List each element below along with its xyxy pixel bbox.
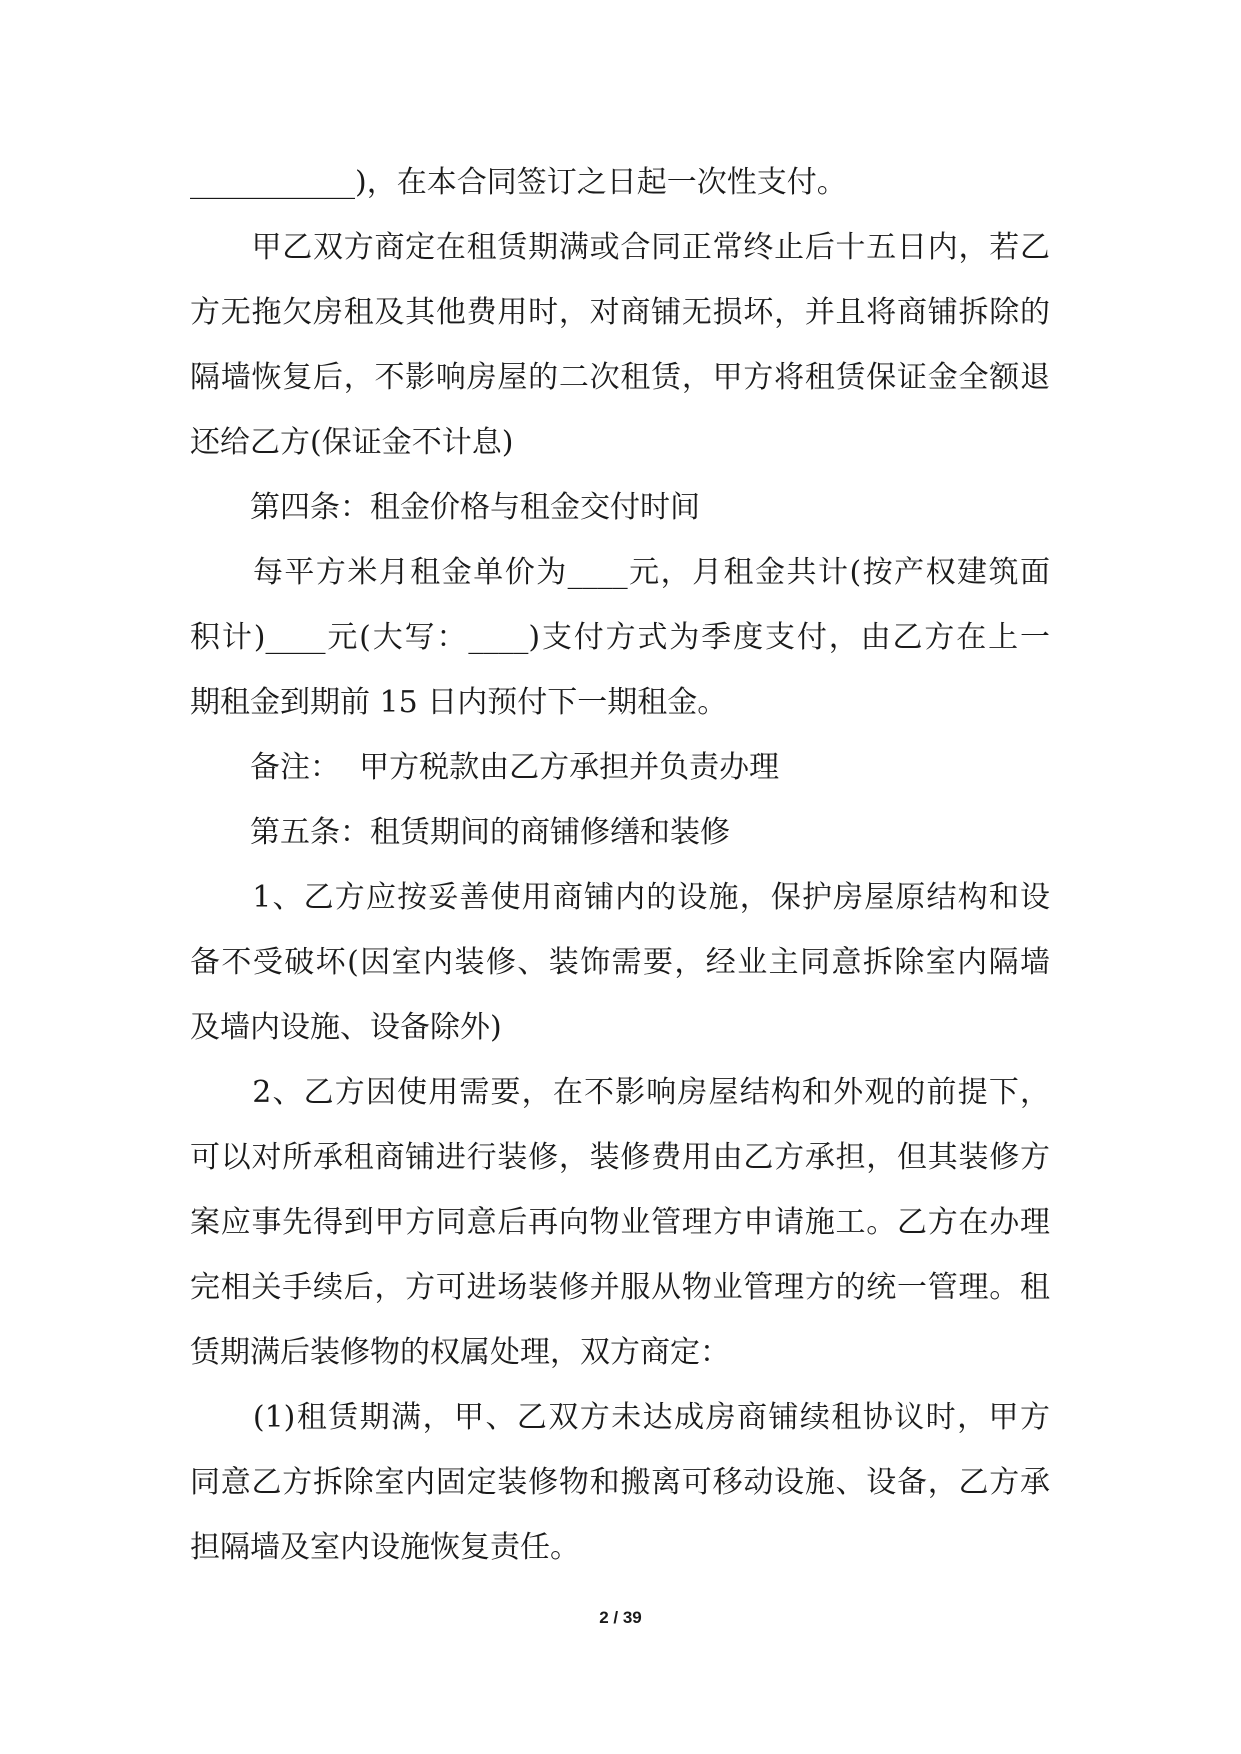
text-line: 还给乙方(保证金不计息) bbox=[190, 425, 514, 460]
text-line: 2、乙方因使用需要，在不影响房屋结构和外观的前提下， bbox=[190, 1075, 1050, 1110]
text-line: 每平方米月租金单价为____元，月租金共计(按产权建筑面 bbox=[190, 555, 1050, 590]
text-line: 担隔墙及室内设施恢复责任。 bbox=[190, 1530, 580, 1565]
text-line: 方无拖欠房租及其他费用时，对商铺无损坏，并且将商铺拆除的 bbox=[190, 295, 1050, 330]
section-heading: 第四条：租金价格与租金交付时间 bbox=[190, 490, 700, 525]
section-heading: 第五条：租赁期间的商铺修缮和装修 bbox=[190, 815, 730, 850]
text-line: ___________)，在本合同签订之日起一次性支付。 bbox=[190, 165, 847, 200]
text-line: 可以对所承租商铺进行装修，装修费用由乙方承担，但其装修方 bbox=[190, 1140, 1050, 1175]
text-line: 赁期满后装修物的权属处理，双方商定： bbox=[190, 1335, 730, 1370]
text-line: 甲乙双方商定在租赁期满或合同正常终止后十五日内，若乙 bbox=[190, 230, 1050, 265]
text-line: 备不受破坏(因室内装修、装饰需要，经业主同意拆除室内隔墙 bbox=[190, 945, 1050, 980]
text-line: (1)租赁期满，甲、乙双方未达成房商铺续租协议时，甲方 bbox=[190, 1400, 1050, 1435]
text-line: 1、乙方应按妥善使用商铺内的设施，保护房屋原结构和设 bbox=[190, 880, 1050, 915]
page-number: 2 / 39 bbox=[599, 1608, 642, 1627]
text-line: 积计)____元(大写：____)支付方式为季度支付，由乙方在上一 bbox=[190, 620, 1050, 655]
text-line: 及墙内设施、设备除外) bbox=[190, 1010, 502, 1045]
document-body bbox=[190, 150, 1050, 1580]
text-line: 备注： 甲方税款由乙方承担并负责办理 bbox=[190, 750, 780, 785]
text-line: 完相关手续后，方可进场装修并服从物业管理方的统一管理。租 bbox=[190, 1270, 1050, 1305]
text-line: 期租金到期前 15 日内预付下一期租金。 bbox=[190, 685, 728, 720]
text-line: 同意乙方拆除室内固定装修物和搬离可移动设施、设备，乙方承 bbox=[190, 1465, 1050, 1500]
text-line: 隔墙恢复后，不影响房屋的二次租赁，甲方将租赁保证金全额退 bbox=[190, 360, 1050, 395]
text-line: 案应事先得到甲方同意后再向物业管理方申请施工。乙方在办理 bbox=[190, 1205, 1050, 1240]
